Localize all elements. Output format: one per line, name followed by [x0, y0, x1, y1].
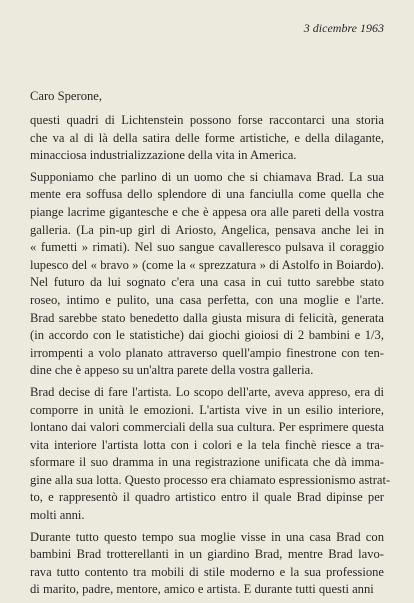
text-line: Brad decise di fare l'artista. Lo scopo dell'arte, aveva appreso, era di	[30, 384, 384, 399]
text-line: irrompenti a volo planato attraverso quell'ampio finestrone con ten-	[30, 345, 384, 360]
text-line: Durante tutto questo tempo sua moglie visse in una casa Brad con	[30, 529, 384, 544]
text-line: bambini Brad trotterellanti in un giardino Brad, mentre Brad lavo-	[30, 547, 384, 562]
text-line: Brad sarebbe stato benedetto dalla giusta misura di felicità, generata	[30, 310, 384, 325]
text-line: molti anni.	[30, 508, 85, 523]
text-line: vita interiore l'artista lotta con i colori e la tela finchè riesce a tra-	[30, 437, 384, 452]
text-line: Supponiamo che parlino di un uomo che si chiamava Brad. La sua	[30, 169, 384, 184]
text-line: rava tutto contento tra mobili di stile moderno e la sua professione	[30, 564, 384, 579]
letter-date: 3 dicembre 1963	[303, 21, 384, 35]
text-line: « fumetti » rimati). Nel suo sangue cavalleresco pulsava il coraggio	[30, 240, 384, 255]
text-line: questi quadri di Lichtenstein possono forse raccontarci una storia	[30, 113, 384, 127]
text-line: piange lacrime gigantesche e che è appesa ora alle pareti della vostra	[30, 204, 384, 219]
paragraph	[30, 529, 384, 599]
text-line: di marito, padre, mentore, amico e artista. E durante tutti questi anni	[30, 582, 374, 597]
text-line: roseo, intimo e pulito, una casa perfetta, con una moglie e l'arte.	[30, 292, 384, 307]
salutation: Caro Sperone,	[30, 89, 103, 103]
text-line: che va al di là della satira delle forme artistiche, e della dilagante,	[30, 130, 384, 145]
paragraph	[30, 169, 384, 380]
paragraph	[30, 112, 384, 165]
text-line: dine che è appeso su un'altra parete della vostra galleria.	[30, 363, 314, 378]
text-line: Nel futuro da lui sognato c'era una casa in cui tutto sarebbe stato	[30, 275, 384, 290]
text-line: lupesco del « bravo » (come la « sprezzatura » di Astolfo in Boiardo).	[30, 257, 384, 272]
text-line: galleria. (La pin-up girl di Ariosto, Angelica, pensava anche lei in	[30, 222, 384, 237]
text-line: lontano dai valori commerciali della sua cultura. Per esprimere questa	[30, 420, 384, 435]
paragraph	[30, 384, 391, 525]
text-line: gine alla sua lotta. Questo processo era chiamato espressionismo astrat-	[30, 472, 391, 487]
text-line: (in accordo con le statistiche) dai giochi gioiosi di 2 bambini e 1/3,	[30, 328, 384, 343]
text-line: to, e rappresentò il quadro artistico entro il quale Brad dipinse per	[30, 490, 384, 505]
text-line: mente era soffusa dello splendore di una fanciulla come quella che	[30, 187, 384, 202]
text-line: sformare il suo dramma in una registrazione unificata che dà imma-	[30, 455, 384, 470]
text-line: minacciosa industrializzazione della vita in America.	[30, 148, 297, 163]
text-line: comporre in unità le emozioni. L'artista vive in un esilio interiore,	[30, 402, 384, 417]
letter-body	[30, 112, 391, 603]
